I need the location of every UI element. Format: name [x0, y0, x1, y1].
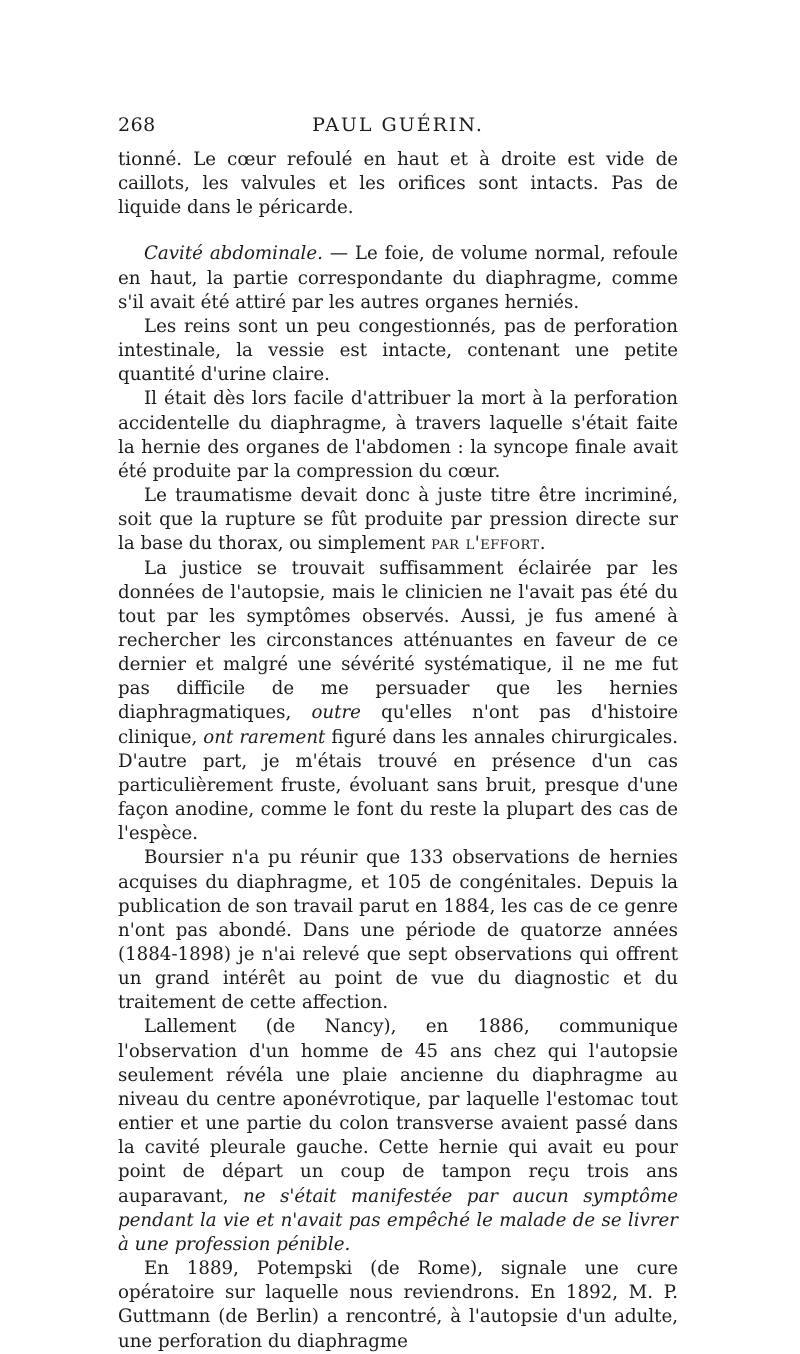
paragraph-text: figuré dans les annales chirurgicales. D'autre part, je m'étais trouvé en présence d'un cas particulièrement fruste, évoluant sans bruit, presque d'une façon anodine, comme le font du reste la plupart des cas de l'espèce.	[118, 726, 678, 845]
paragraph-continuation: tionné. Le cœur refoulé en haut et à droite est vide de caillots, les valvules et les orifices sont intacts. Pas de liquide dans le péricarde.	[118, 149, 678, 219]
italic-text: outre	[311, 702, 361, 724]
italic-text: ne s'était manifestée par aucun symptôme pendant la vie et n'avait pas empêché le malade de se livrer à une profession pénible.	[118, 1185, 678, 1255]
paragraph-text: La justice se trouvait suffisamment éclairée par les données de l'autopsie, mais le clinicien ne l'avait pas été du tout par les symptômes observés. Aussi, je fus amené à rechercher les circonstances atténuantes en faveur de ce dernier et malgré une sévérité systématique, il ne me fut pas difficile de me persuader que les hernies diaphragmatiques,	[118, 557, 678, 724]
body-text	[118, 148, 678, 1354]
paragraph-abdominal-cavity	[118, 242, 678, 314]
page-number: 268	[118, 114, 156, 136]
paragraph-lallement	[118, 1015, 678, 1257]
small-caps-text: par l'effort.	[431, 533, 546, 555]
paragraph-text: qu'elles n'ont pas d'histoire clinique,	[118, 702, 678, 748]
page-header	[118, 114, 678, 140]
paragraph-text: Lallement (de Nancy), en 1886, communique l'observation d'un homme de 45 ans chez qui l'autopsie seulement révéla une plaie ancienne du diaphragme au niveau du centre aponévrotique, par laquelle l'estomac tout entier et une partie du colon transverse avaient passé dans la cavité pleurale gauche. Cette hernie qui avait eu pour point de départ un coup de tampon reçu trois ans auparavant,	[118, 1016, 678, 1207]
paragraph-kidneys: Les reins sont un peu congestionnés, pas de perforation intestinale, la vessie est intacte, contenant une petite quantité d'urine claire.	[118, 315, 678, 386]
paragraph-text: Le traumatisme devait donc à juste titre être incriminé, soit que la rupture se fût produite par pression directe sur la base du thorax, ou simplement	[118, 485, 678, 555]
paragraph-justice	[118, 557, 678, 847]
italic-text: ont rarement	[203, 726, 326, 748]
paragraph-cause-of-death: Il était dès lors facile d'attribuer la mort à la perforation accidentelle du diaphragme, à travers laquelle s'était faite la hernie des organes de l'abdomen : la syncope finale avait été produite par la compression du cœur.	[118, 388, 678, 482]
section-title-abdominal-cavity: Cavité abdominale.	[144, 243, 323, 265]
paragraph-trauma	[118, 484, 678, 556]
paragraph-boursier: Boursier n'a pu réunir que 133 observations de hernies acquises du diaphragme, et 105 de congénitales. Depuis la publication de son travail parut en 1884, les cas de ce genre n'ont pas abondé. Dans une période de quatorze années (1884-1898) je n'ai relevé que sept observations qui offrent un grand intérêt au point de vue du diagnostic et du traitement de cette affection.	[118, 847, 678, 1014]
paragraph-text: — Le foie, de volume normal, refoule en haut, la partie correspondante du diaphragme, comme s'il avait été attiré par les autres organes herniés.	[118, 243, 678, 313]
running-head: PAUL GUÉRIN.	[312, 114, 484, 136]
paragraph-potempski: En 1889, Potempski (de Rome), signale une cure opératoire sur laquelle nous reviendrons. En 1892, M. P. Guttmann (de Berlin) a rencontré, à l'autopsie d'un adulte, une perforation du diaphragme	[118, 1258, 678, 1352]
